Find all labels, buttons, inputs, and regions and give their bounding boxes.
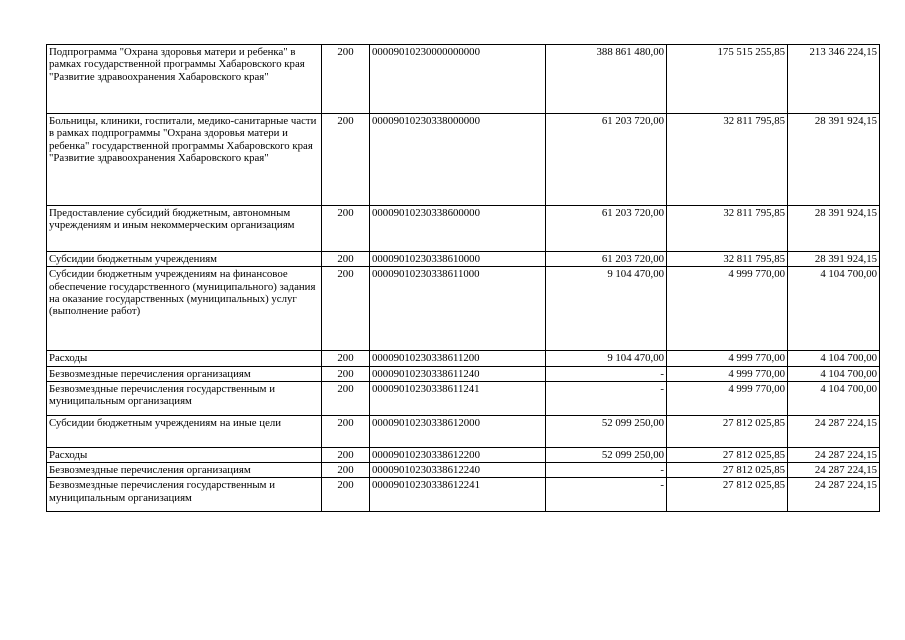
row-executed-amount: 4 999 770,00 [667, 381, 788, 415]
row-classification-code: 00009010230338600000 [370, 206, 546, 252]
row-code: 200 [322, 381, 370, 415]
table-row [47, 366, 880, 381]
row-code: 200 [322, 366, 370, 381]
row-executed-amount: 4 999 770,00 [667, 351, 788, 366]
row-approved-amount: 388 861 480,00 [546, 45, 667, 114]
row-executed-amount: 27 812 025,85 [667, 478, 788, 512]
row-unexecuted-amount: 4 104 700,00 [788, 267, 880, 351]
row-unexecuted-amount: 213 346 224,15 [788, 45, 880, 114]
row-unexecuted-amount: 4 104 700,00 [788, 381, 880, 415]
row-unexecuted-amount: 28 391 924,15 [788, 252, 880, 267]
row-executed-amount: 27 812 025,85 [667, 447, 788, 462]
row-name: Безвозмездные перечисления организациям [47, 366, 322, 381]
table-row [47, 463, 880, 478]
row-unexecuted-amount: 24 287 224,15 [788, 478, 880, 512]
row-name: Субсидии бюджетным учреждениям [47, 252, 322, 267]
row-name: Предоставление субсидий бюджетным, автономным учреждениям и иным некоммерческим организациям [47, 206, 322, 252]
row-code: 200 [322, 463, 370, 478]
row-approved-amount: - [546, 381, 667, 415]
row-name: Безвозмездные перечисления государственным и муниципальным организациям [47, 478, 322, 512]
row-approved-amount: - [546, 478, 667, 512]
table-row [47, 206, 880, 252]
row-classification-code: 00009010230338610000 [370, 252, 546, 267]
row-code: 200 [322, 206, 370, 252]
row-executed-amount: 4 999 770,00 [667, 366, 788, 381]
table-row [47, 478, 880, 512]
row-code: 200 [322, 252, 370, 267]
row-approved-amount: - [546, 463, 667, 478]
row-classification-code: 00009010230338611240 [370, 366, 546, 381]
table-row [47, 381, 880, 415]
table-row [47, 114, 880, 206]
row-name: Субсидии бюджетным учреждениям на иные цели [47, 415, 322, 447]
row-unexecuted-amount: 28 391 924,15 [788, 114, 880, 206]
row-classification-code: 00009010230338612200 [370, 447, 546, 462]
row-code: 200 [322, 447, 370, 462]
row-unexecuted-amount: 28 391 924,15 [788, 206, 880, 252]
row-name: Больницы, клиники, госпитали, медико-санитарные части в рамках подпрограммы "Охрана здоровья матери и ребенка" государственной программы Хабаровского края "Развитие здравоохранения Хабаровского края" [47, 114, 322, 206]
row-name: Расходы [47, 447, 322, 462]
row-approved-amount: 52 099 250,00 [546, 447, 667, 462]
row-code: 200 [322, 114, 370, 206]
row-approved-amount: 61 203 720,00 [546, 206, 667, 252]
row-unexecuted-amount: 4 104 700,00 [788, 366, 880, 381]
row-name: Субсидии бюджетным учреждениям на финансовое обеспечение государственного (муниципального) задания на оказание государственных (муниципальных) услуг (выполнение работ) [47, 267, 322, 351]
row-classification-code: 00009010230338611200 [370, 351, 546, 366]
row-classification-code: 00009010230338000000 [370, 114, 546, 206]
row-classification-code: 00009010230338611241 [370, 381, 546, 415]
table-row [47, 351, 880, 366]
row-classification-code: 00009010230338612241 [370, 478, 546, 512]
row-approved-amount: 9 104 470,00 [546, 267, 667, 351]
row-classification-code: 00009010230338612000 [370, 415, 546, 447]
table-row [47, 267, 880, 351]
budget-table [46, 44, 880, 512]
table-row [47, 252, 880, 267]
row-executed-amount: 175 515 255,85 [667, 45, 788, 114]
row-executed-amount: 27 812 025,85 [667, 415, 788, 447]
row-approved-amount: 61 203 720,00 [546, 114, 667, 206]
row-executed-amount: 4 999 770,00 [667, 267, 788, 351]
row-code: 200 [322, 45, 370, 114]
row-executed-amount: 27 812 025,85 [667, 463, 788, 478]
row-unexecuted-amount: 24 287 224,15 [788, 447, 880, 462]
row-approved-amount: 9 104 470,00 [546, 351, 667, 366]
table-row [47, 415, 880, 447]
row-name: Подпрограмма "Охрана здоровья матери и ребенка" в рамках государственной программы Хабаровского края "Развитие здравоохранения Хабаровского края" [47, 45, 322, 114]
row-executed-amount: 32 811 795,85 [667, 114, 788, 206]
row-unexecuted-amount: 4 104 700,00 [788, 351, 880, 366]
row-approved-amount: 52 099 250,00 [546, 415, 667, 447]
row-classification-code: 00009010230338611000 [370, 267, 546, 351]
row-name: Безвозмездные перечисления организациям [47, 463, 322, 478]
row-code: 200 [322, 478, 370, 512]
row-code: 200 [322, 415, 370, 447]
table-row [47, 45, 880, 114]
row-code: 200 [322, 351, 370, 366]
row-classification-code: 00009010230000000000 [370, 45, 546, 114]
budget-table-body [47, 45, 880, 512]
row-approved-amount: - [546, 366, 667, 381]
row-unexecuted-amount: 24 287 224,15 [788, 463, 880, 478]
row-unexecuted-amount: 24 287 224,15 [788, 415, 880, 447]
row-executed-amount: 32 811 795,85 [667, 252, 788, 267]
row-approved-amount: 61 203 720,00 [546, 252, 667, 267]
row-executed-amount: 32 811 795,85 [667, 206, 788, 252]
row-code: 200 [322, 267, 370, 351]
row-classification-code: 00009010230338612240 [370, 463, 546, 478]
row-name: Безвозмездные перечисления государственным и муниципальным организациям [47, 381, 322, 415]
row-name: Расходы [47, 351, 322, 366]
table-row [47, 447, 880, 462]
